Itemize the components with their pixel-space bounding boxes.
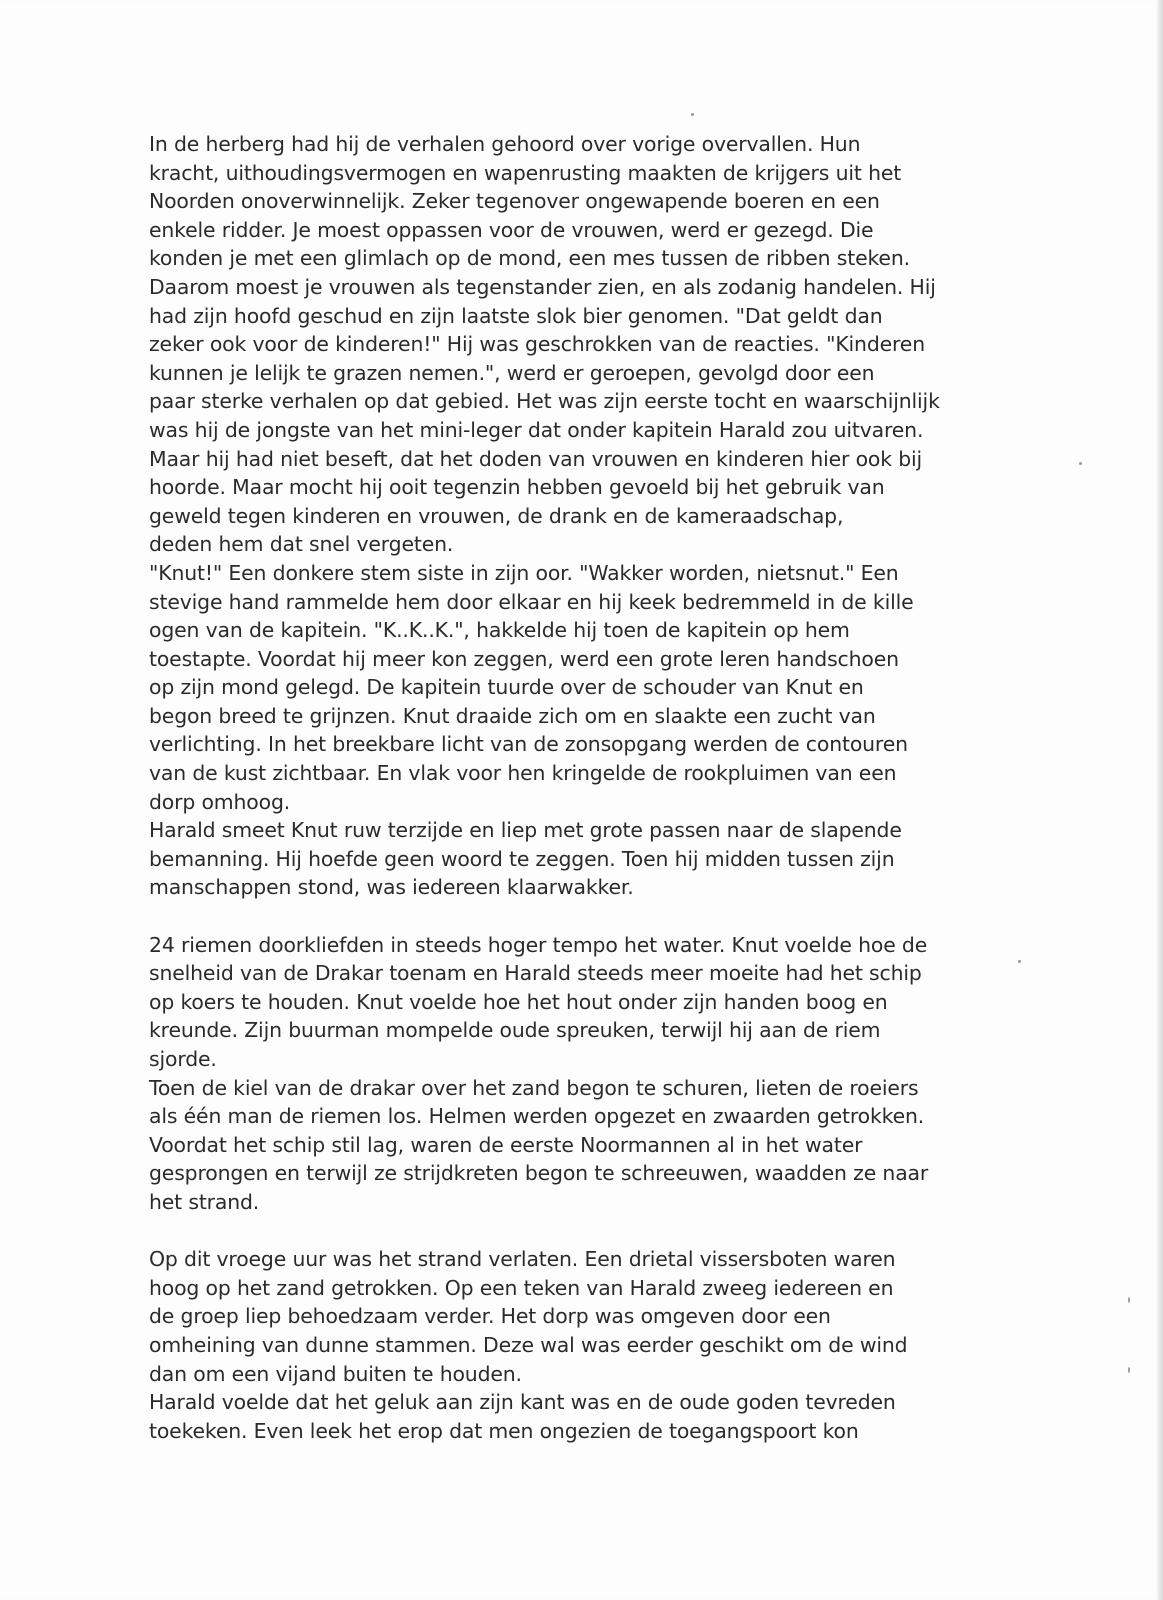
text-line: ogen van de kapitein. "K..K..K.", hakkelde hij toen de kapitein op hem	[149, 618, 850, 643]
text-line: Maar hij had niet beseft, dat het doden van vrouwen en kinderen hier ook bij	[149, 446, 923, 471]
page-edge-shadow	[1157, 0, 1163, 1600]
text-line: bemanning. Hij hoefde geen woord te zeggen. Toen hij midden tussen zijn	[149, 846, 895, 871]
text-line: toekeken. Even leek het erop dat men ongezien de toegangspoort kon	[149, 1418, 859, 1443]
scan-speck	[1079, 462, 1082, 465]
text-line: Harald smeet Knut ruw terzijde en liep met grote passen naar de slapende	[149, 818, 902, 843]
text-line: hoog op het zand getrokken. Op een teken van Harald zweeg iedereen en	[149, 1275, 894, 1300]
paragraph	[149, 1245, 1029, 1445]
text-line: kreunde. Zijn buurman mompelde oude spreuken, terwijl hij aan de riem	[149, 1018, 881, 1043]
text-line: de groep liep behoedzaam verder. Het dorp was omgeven door een	[149, 1304, 831, 1329]
text-line: manschappen stond, was iedereen klaarwakker.	[149, 875, 634, 900]
text-line: hoorde. Maar mocht hij ooit tegenzin hebben gevoeld bij het gebruik van	[149, 475, 885, 500]
text-line: verlichting. In het breekbare licht van de zonsopgang werden de contouren	[149, 732, 908, 757]
text-line: zeker ook voor de kinderen!" Hij was geschrokken van de reacties. "Kinderen	[149, 332, 925, 357]
text-line: het strand.	[149, 1189, 260, 1214]
text-line: geweld tegen kinderen en vrouwen, de drank en de kameraadschap,	[149, 503, 844, 528]
story-text	[149, 130, 1029, 1445]
text-line: enkele ridder. Je moest oppassen voor de vrouwen, werd er gezegd. Die	[149, 217, 874, 242]
paragraph-gap	[149, 902, 1029, 931]
text-line: konden je met een glimlach op de mond, een mes tussen de ribben steken.	[149, 246, 910, 271]
text-line: snelheid van de Drakar toenam en Harald steeds meer moeite had het schip	[149, 961, 922, 986]
text-line: op koers te houden. Knut voelde hoe het hout onder zijn handen boog en	[149, 989, 888, 1014]
scan-speck	[691, 113, 694, 116]
text-line: 24 riemen doorkliefden in steeds hoger tempo het water. Knut voelde hoe de	[149, 932, 928, 957]
text-line: dan om een vijand buiten te houden.	[149, 1361, 522, 1386]
text-line: begon breed te grijnzen. Knut draaide zich om en slaakte een zucht van	[149, 703, 876, 728]
text-line: deden hem dat snel vergeten.	[149, 532, 454, 557]
text-line: paar sterke verhalen op dat gebied. Het was zijn eerste tocht en waarschijnlijk	[149, 389, 940, 414]
text-line: "Knut!" Een donkere stem siste in zijn oor. "Wakker worden, nietsnut." Een	[149, 560, 899, 585]
paragraph	[149, 931, 1029, 1217]
text-line: sjorde.	[149, 1047, 217, 1071]
text-line: op zijn mond gelegd. De kapitein tuurde over de schouder van Knut en	[149, 675, 864, 700]
text-line: Noorden onoverwinnelijk. Zeker tegenover ongewapende boeren en een	[149, 189, 880, 214]
scan-speck	[1128, 1297, 1130, 1303]
text-line: Voordat het schip stil lag, waren de eerste Noormannen al in het water	[149, 1132, 863, 1157]
text-line: In de herberg had hij de verhalen gehoord over vorige overvallen. Hun	[149, 132, 861, 156]
text-line: omheining van dunne stammen. Deze wal was eerder geschikt om de wind	[149, 1332, 908, 1357]
text-line: toestapte. Voordat hij meer kon zeggen, werd een grote leren handschoen	[149, 646, 899, 671]
text-line: Toen de kiel van de drakar over het zand begon te schuren, lieten de roeiers	[149, 1075, 919, 1100]
text-line: Daarom moest je vrouwen als tegenstander zien, en als zodanig handelen. Hij	[149, 274, 936, 299]
paragraph	[149, 130, 1029, 902]
text-line: was hij de jongste van het mini-leger dat onder kapitein Harald zou uitvaren.	[149, 417, 924, 442]
text-line: kunnen je lelijk te grazen nemen.", werd er geroepen, gevolgd door een	[149, 360, 875, 385]
text-line: Harald voelde dat het geluk aan zijn kant was en de oude goden tevreden	[149, 1390, 896, 1415]
text-line: kracht, uithoudingsvermogen en wapenrusting maakten de krijgers uit het	[149, 160, 902, 185]
text-line: had zijn hoofd geschud en zijn laatste slok bier genomen. "Dat geldt dan	[149, 303, 883, 328]
text-line: gesprongen en terwijl ze strijdkreten begon te schreeuwen, waadden ze naar	[149, 1161, 929, 1186]
scan-speck	[1128, 1367, 1130, 1373]
text-line: Op dit vroege uur was het strand verlaten. Een drietal vissersboten waren	[149, 1247, 896, 1272]
text-line: van de kust zichtbaar. En vlak voor hen kringelde de rookpluimen van een	[149, 761, 897, 786]
text-line: dorp omhoog.	[149, 789, 291, 814]
text-line: als één man de riemen los. Helmen werden opgezet en zwaarden getrokken.	[149, 1104, 925, 1129]
paragraph-gap	[149, 1217, 1029, 1246]
text-line: stevige hand rammelde hem door elkaar en hij keek bedremmeld in de kille	[149, 589, 914, 614]
